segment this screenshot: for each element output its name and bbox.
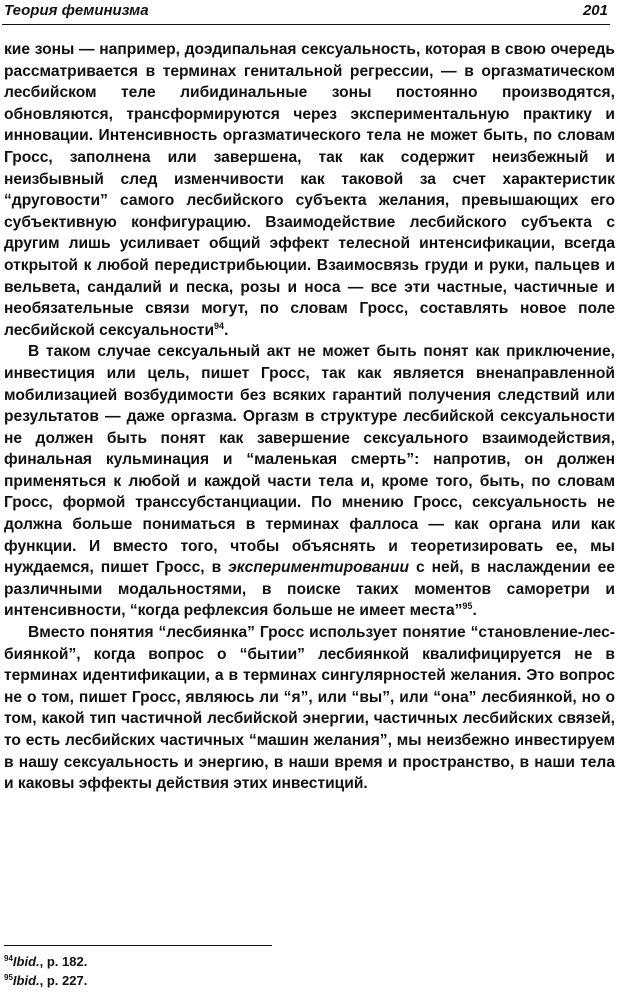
text-run: Вместо понятия “лесбиянка” Гросс использует понятие “становление-лесбиянкой”, когда вопрос о “бытии” лесбиянкой квалифицируется не в терминах идентификации, а в терминах сингулярностей желания. Это вопрос не о том, пишет Гросс, являюсь ли “я”, или “вы”, или “она” лесбиянкой, но о том, какой тип частичной лесбийской энергии, частичных лесбийских связей, то есть лесбийских частичных “машин желания”, мы неизбежно инвестируем в нашу сексуальность и энергию, в наши время и пространство, в наши тела и каковы эффекты действия этих инвестиций.	[4, 624, 615, 793]
text-run: кие зоны — например, доэдипальная сексуальность, которая в свою очередь рассматривается в терминах генитальной регрессии, — в оргазматическом лесбийском теле либидинальные зоны постоянно производятся, обновляются, трансформируются через экспериментальную практику и инновации. Интенсивность оргазматического тела не может быть, по словам Гросс, заполнена или завершена, так как содержит неизбежный и неизбывный след изменчивости как таковой за счет характеристик “друговости” самого лесбийского субъекта желания, превышающих его субъективную конфигурацию. Взаимодействие лесбийского субъекта с другим лишь усиливает общий эффект телесной интенсификации, всегда открытой к любой передистрибьюции. Взаимосвязь груди и руки, пальцев и вельвета, сандалий и песка, розы и носа — все эти частные, частичные и необязательные связи могут, по словам Гросс, составлять новое поле лесбийской сексуальности	[4, 41, 615, 339]
footnote	[4, 971, 87, 990]
footnote-number: 94	[4, 954, 13, 963]
footnotes	[4, 952, 87, 990]
text-run: .	[472, 602, 477, 620]
footnote-source: Ibid.	[12, 973, 40, 988]
paragraph	[4, 341, 615, 622]
footnote-page: , p. 227.	[39, 973, 88, 988]
running-title: Теория феминизма	[4, 2, 149, 19]
footnote-source: Ibid.	[12, 954, 40, 969]
emphasis-text: экспериментировании	[228, 559, 409, 577]
text-run: .	[224, 321, 229, 339]
footnote-ref: 95	[462, 601, 473, 612]
footnote	[4, 952, 87, 971]
body-text	[4, 39, 615, 795]
paragraph	[4, 39, 615, 341]
text-run: В таком случае сексуальный акт не может быть понят как приключение, инвестиция или цель, пишет Гросс, так как является вненаправленной мобилизацией возбудимости без всяких гарантий получения следствий или результатов — даже оргазма. Оргазм в структуре лесбийской сексуальности не должен быть понят как завершение сексуального взаимодействия, финальная кульминация и “маленькая смерть”: напротив, он должен применяться к любой и каждой части тела и, кроме того, быть, по словам Гросс, формой транссубстанциации. По мнению Гросс, сексуальность не должна больше пониматься в терминах фаллоса — как органа или как функции. И вместо того, чтобы объяснять и теоретизировать ее, мы нуждаемся, пишет Гросс, в	[4, 343, 615, 577]
footnote-page: , p. 182.	[39, 954, 88, 969]
footnote-number: 95	[4, 973, 13, 982]
text-run: с ней, в наслаждении ее различными модальностями, в поиске таких моментов саморетри и интенсивности, “когда рефлексия больше не имеет места”	[4, 559, 615, 620]
footnote-ref: 94	[214, 320, 225, 331]
header-rule	[2, 24, 610, 25]
page-header	[4, 2, 608, 24]
page-number: 201	[582, 2, 608, 19]
paragraph	[4, 622, 615, 795]
footnote-rule	[4, 945, 272, 946]
